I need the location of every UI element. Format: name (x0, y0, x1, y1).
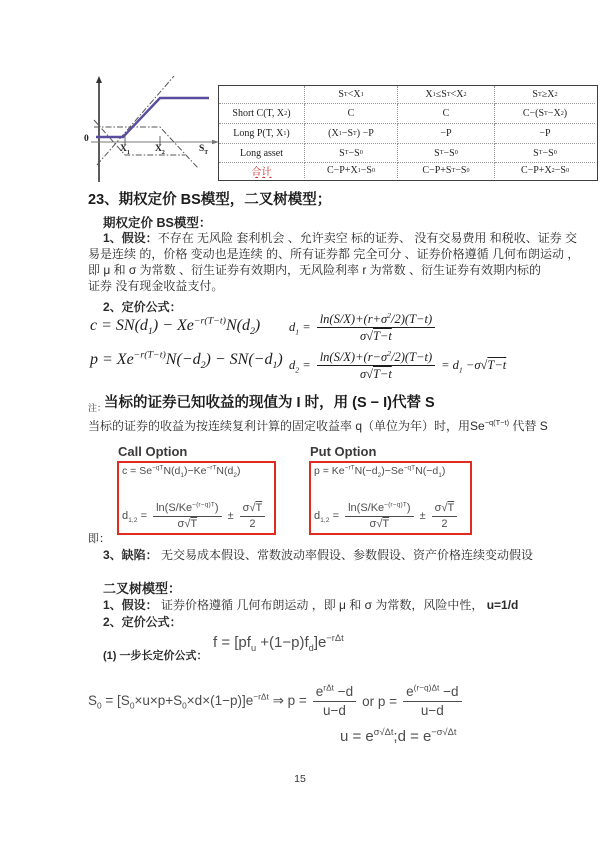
put-price-formula: $p = Xe^{-r(T-t)}N(-d_2) - SN(-d_1)$ (90, 349, 283, 372)
put-d-fraction: $\frac{\ln(S/Ke^{-(r-q)T})}{\sigma√T}$ (345, 501, 413, 531)
bs-assumption-line: 证券 没有现金收益支付。 (88, 279, 224, 293)
call-option-heading: Call Option (118, 444, 188, 459)
bs-defects-line (103, 547, 533, 564)
d2-lhs: $d_2$ = (289, 358, 311, 375)
origin-label: 0 (84, 134, 89, 144)
binomial-model-header: 二叉树模型： (103, 581, 182, 596)
payoff-diagram-canvas (86, 76, 220, 184)
d1-denominator: σ√T−t (359, 329, 392, 344)
bs-defects-text: 无交易成本假设、常数波动率假设、参数假设、资产价格连续变动假设 (157, 548, 534, 562)
bs-assumption-line: 易是连续 的，价格 变动也是连续 的、所有证券都 完全可分 、证券价格遵循 几何布朗运动 ， (88, 247, 580, 261)
put-option-heading: Put Option (310, 444, 377, 459)
table-cell: C (305, 104, 398, 124)
st-axis-label: $S_T$ (199, 144, 209, 156)
put-halfvol-fraction: $\frac{\sigma√T}{2}$ (432, 501, 458, 531)
row-label-long-put: Long P(T, X 1 ) (219, 124, 305, 144)
d2-formula (289, 349, 506, 383)
table-header-cell: X 1 ≤S T <X 2 (398, 86, 495, 104)
x2-label: $X_2$ (155, 144, 165, 156)
up-down-factor-formula: $u = e^{\sigma√\Delta t};d = e^{-\sigma√\Delta t}$ (340, 727, 457, 745)
payoff-table (218, 85, 598, 181)
binomial-assumption-label: 1、假设： (103, 598, 158, 612)
bs-assumption-line: 即 μ 和 σ 为常数 、衍生证券有效期内，无风险利率 r 为常数 、衍生证券有效期内标的 (88, 263, 541, 277)
put-option-d-formula: $d_{1,2}$ = $\frac{\ln(S/Ke^{-(r-q)T})}{\sigma√T}$ ± $\frac{\sigma√T}{2}$ (314, 501, 467, 531)
namely-label: 即： (88, 533, 110, 545)
risk-neutral-probability-formula (88, 683, 464, 719)
put-option-price-formula: $p = Ke^{-rT}N(-d_2)-Se^{-qT}N(-d_1)$ (314, 464, 446, 480)
table-header-cell: S T <X 1 (305, 86, 398, 104)
one-step-label: (1) 一步长定价公式： (103, 650, 208, 662)
row-label-long-asset: Long asset (219, 144, 305, 163)
x1-label: $X_1$ (120, 144, 130, 156)
note-line-continuous-yield: 当标的证券的收益为按连续复利计算的固定收益率 q（单位为年）时，用$Se^{-q(T-t)}$ 代替 S (88, 418, 548, 433)
plus-minus-sign: ± (419, 510, 426, 523)
page-number: 15 (294, 773, 306, 785)
table-header-cell (219, 86, 305, 104)
d1-numerator: $\ln(S/X)+(r+\sigma^2/2)(T-t)$ (317, 311, 435, 328)
bs-defects-label: 3、缺陷： (103, 548, 158, 562)
bs-pricing-header: 2、定价公式： (103, 300, 182, 314)
table-cell: C (398, 104, 495, 124)
p-fraction-rq: $\frac{e^{(r-q)\Delta t} -d}{u-d}$ (403, 683, 461, 719)
s0-expectation: $S_0 = [S_0\times u\times p+S_0\times d\times(1-p)]e^{-r\Delta t}$ ⇒ p = (88, 691, 307, 711)
d1-fraction (317, 311, 435, 345)
d2-tail: = $d_1 -\sigma√T-t$ (441, 358, 507, 375)
binomial-u-equals: u=1/d (486, 598, 519, 612)
binomial-pricing-header: 2、定价公式： (103, 615, 182, 629)
short-call-payoff-line (94, 127, 198, 168)
table-cell: C−P+X 2 −S 0 (520, 165, 570, 176)
d2-denominator: σ√T−t (359, 367, 392, 382)
call-d-fraction: $\frac{\ln(S/Ke^{-(r-q)T})}{\sigma√T}$ (153, 501, 221, 531)
one-step-formula: $f = [pf_u +(1-p)f_d]e^{-r\Delta t}$ (213, 633, 344, 653)
table-cell: −P (495, 124, 595, 144)
table-cell: C−P+X 1 −S 0 (305, 163, 398, 178)
section-title: 23、期权定价 BS模型，二叉树模型； (88, 192, 332, 208)
row-label-short-call: Short C(T, X 2 ) (219, 104, 305, 124)
table-cell: S T −S 0 (495, 144, 595, 163)
d2-fraction (317, 349, 435, 383)
call-halfvol-fraction: $\frac{\sigma√T}{2}$ (240, 501, 266, 531)
bs-assumption-text: 不存在 无风险 套利机会 、允许卖空 标的证券、 没有交易费用 和税收、证券 交 (157, 231, 578, 245)
bs-assumption-line (103, 230, 577, 247)
binomial-assumption-line (103, 597, 518, 614)
table-header-cell: S T ≥X 2 (495, 86, 595, 104)
plus-minus-sign: ± (227, 510, 234, 523)
table-cell: S T −S 0 (398, 144, 495, 163)
p-fraction-r: $\frac{e^{r\Delta t} -d}{u-d}$ (313, 683, 356, 719)
d1-formula (289, 311, 437, 345)
table-cell: C−P+S T −S 0 (398, 163, 495, 178)
table-cell: (X 1 −S T ) −P (305, 124, 398, 144)
payoff-diagram (86, 76, 220, 184)
row-label-total: 合计 (219, 163, 305, 178)
note-label: 注： (88, 403, 107, 413)
table-cell: S T −S 0 (305, 144, 398, 163)
bs-model-header: 期权定价 BS模型： (103, 216, 212, 230)
call-price-formula: $c = SN(d_1) - Xe^{-r(T-t)}N(d_2)$ (90, 315, 261, 338)
d2-numerator: $\ln(S/X)+(r-\sigma^2/2)(T-t)$ (317, 349, 435, 366)
call-option-box (117, 461, 276, 535)
note-line-known-income: 当标的证券已知收益的现值为 I 时，用 (S − I)代替 S (104, 395, 435, 411)
table-cell: C−(S T −X 2 ) (495, 104, 595, 124)
or-alternative: or p = (362, 693, 398, 709)
binomial-assumption-text: 证券价格遵循 几何布朗运动 ，即 μ 和 σ 为常数，风险中性， (157, 598, 487, 612)
d1-lhs: $d_1$ = (289, 320, 311, 337)
combined-payoff-line (96, 98, 209, 137)
bs-assumption-label: 1、假设： (103, 231, 158, 245)
put-option-box (309, 461, 472, 535)
call-option-price-formula: $c = Se^{-qT}N(d_1)-Ke^{-rT}N(d_2)$ (122, 464, 241, 480)
call-option-d-formula: $d_{1,2}$ = $\frac{\ln(S/Ke^{-(r-q)T})}{\sigma√T}$ ± $\frac{\sigma√T}{2}$ (122, 501, 271, 531)
table-cell: −P (398, 124, 495, 144)
